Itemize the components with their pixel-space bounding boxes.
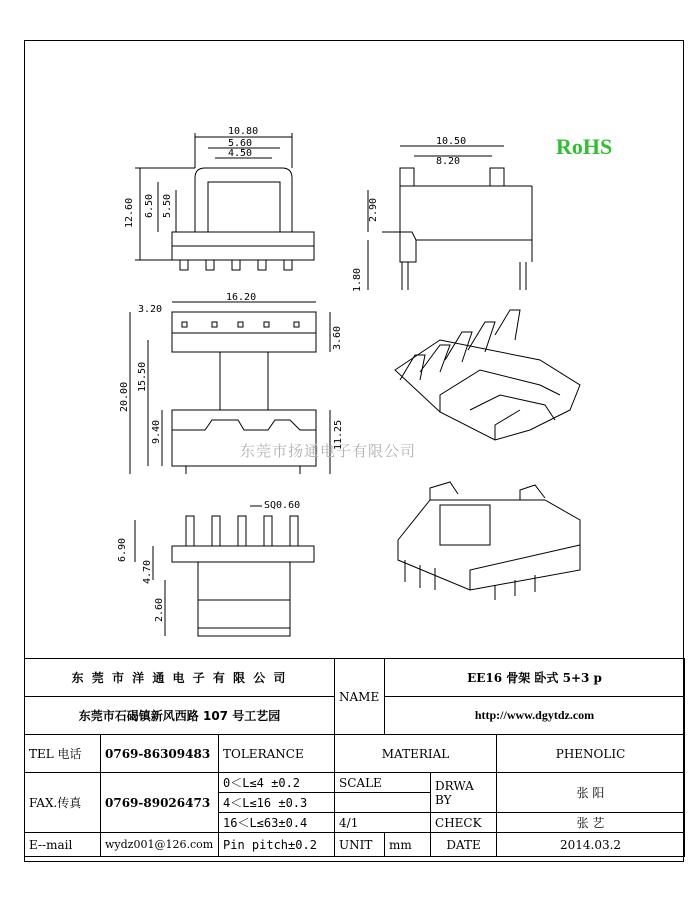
- tolerance-label: TOLERANCE: [219, 735, 335, 773]
- side-view: [368, 146, 532, 290]
- dim-side-width: 10.50: [436, 136, 467, 147]
- dim-top-right: 3.60: [332, 325, 343, 350]
- rohs-logo: RoHS: [556, 134, 613, 159]
- dim-front-width: 10.80: [228, 126, 259, 137]
- name-label: NAME: [335, 659, 385, 735]
- fax-label: FAX.传真: [25, 773, 101, 833]
- dim-front-h2: 6.50: [144, 193, 155, 218]
- dim-bottom-h1: 6.90: [117, 537, 128, 562]
- unit-value: mm: [385, 833, 431, 857]
- dim-pin-sq: SQ0.60: [264, 500, 301, 511]
- dim-side-pin: 1.80: [352, 267, 363, 292]
- dim-front-inner: 4.50: [228, 148, 253, 159]
- dim-bottom-pin: 2.60: [154, 597, 165, 622]
- dim-top-left: 3.20: [138, 304, 163, 315]
- tolerance-row-2: 4＜L≤16 ±0.3: [219, 793, 335, 813]
- tolerance-row-3: 16＜L≤63±0.4: [219, 813, 335, 833]
- check-value: 张 艺: [497, 813, 685, 833]
- website-url[interactable]: http://www.dgytdz.com: [385, 697, 685, 735]
- tel-label: TEL 电话: [25, 735, 101, 773]
- tolerance-row-4: Pin pitch±0.2: [219, 833, 335, 857]
- dim-bottom-h2: 4.70: [142, 559, 153, 584]
- isometric-view-bottom: [398, 482, 580, 600]
- dim-top-h4: 11.25: [333, 419, 344, 450]
- company-address: 东莞市石碣镇新风西路 107 号工艺园: [25, 697, 335, 735]
- dim-top-width: 16.20: [226, 292, 257, 303]
- watermark: 东莞市扬通电子有限公司: [240, 442, 417, 460]
- unit-label: UNIT: [335, 833, 385, 857]
- dim-front-h3: 5.50: [162, 193, 173, 218]
- title-block: [24, 658, 685, 857]
- product-name: EE16 骨架 卧式 5+3 p: [385, 659, 685, 697]
- date-value: 2014.03.2: [497, 833, 685, 857]
- material-value: PHENOLIC: [497, 735, 685, 773]
- tolerance-row-1: 0＜L≤4 ±0.2: [219, 773, 335, 793]
- dim-front-height: 12.60: [124, 197, 135, 228]
- dim-top-height: 20.00: [119, 381, 130, 412]
- isometric-view-top: [395, 310, 580, 440]
- dim-side-inner: 8.20: [436, 156, 461, 167]
- check-label: CHECK: [431, 813, 497, 833]
- dim-side-height: 2.90: [368, 197, 379, 222]
- date-label: DATE: [431, 833, 497, 857]
- email-label: E--mail: [25, 833, 101, 857]
- fax-value: 0769-89026473: [101, 773, 219, 833]
- material-label: MATERIAL: [335, 735, 497, 773]
- dim-front-mid: 5.60: [228, 138, 253, 149]
- dim-top-h2: 15.50: [137, 361, 148, 392]
- company-name: 东 莞 市 洋 通 电 子 有 限 公 司: [25, 659, 335, 697]
- email-value[interactable]: wydz001@126.com: [101, 833, 219, 857]
- scale-label: SCALE: [335, 773, 431, 793]
- dim-top-h3: 9.40: [151, 419, 162, 444]
- scale-value: 4/1: [335, 813, 431, 833]
- drawn-by-label: DRWA BY: [431, 773, 497, 813]
- tel-value: 0769-86309483: [101, 735, 219, 773]
- drawn-by-value: 张 阳: [497, 773, 685, 813]
